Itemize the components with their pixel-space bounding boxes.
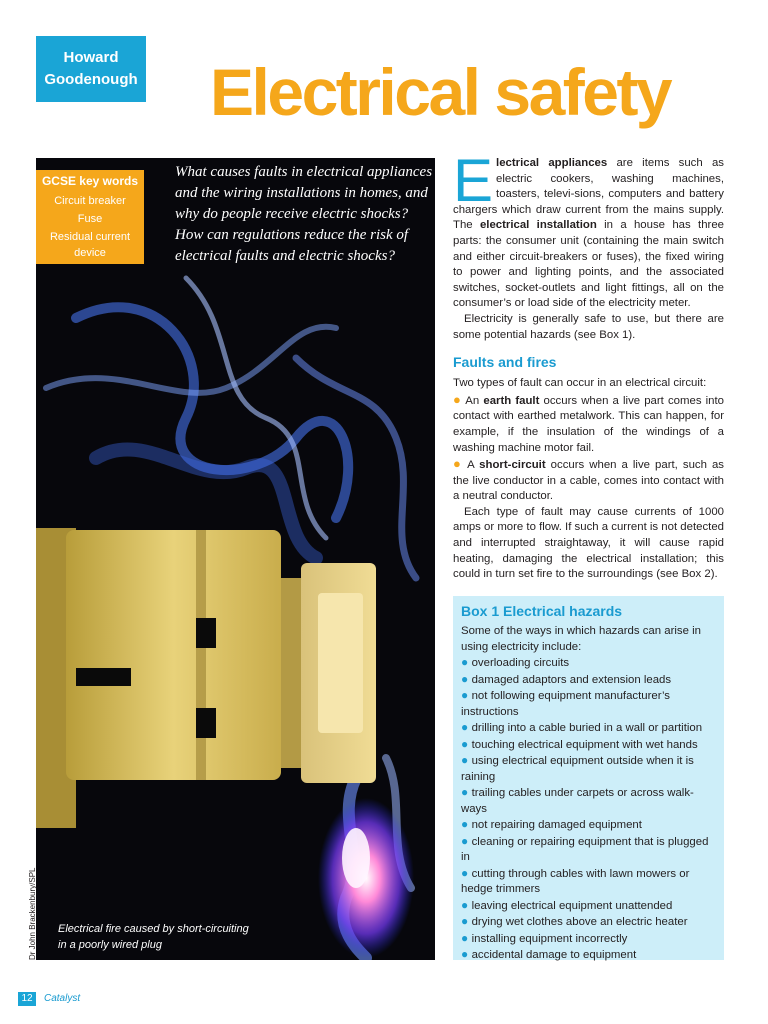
bullet-icon: ● [461, 720, 472, 734]
keywords-heading: GCSE key words [41, 174, 139, 188]
photo-illustration [36, 158, 435, 960]
caption-line: Electrical fire caused by short-circuiting [58, 923, 249, 935]
bold-term: electrical installation [479, 219, 597, 232]
article-paragraph [453, 147, 724, 312]
author-box [36, 36, 146, 102]
text-run: An [461, 394, 484, 407]
hazards-box [453, 596, 724, 960]
text-run: in a house has three parts: the consumer unit (containing the main switch and either circuit-breakers or fuses), the fixed wiring to power and lighting points, and the associated switches, socket-outlets and light fittings, all on the consumer’s or load side of the electricity meter. [453, 219, 724, 310]
hazard-item [461, 817, 716, 834]
article-column [453, 147, 725, 583]
hazard-item [461, 737, 716, 754]
hazard-text: drilling into a cable buried in a wall or partition [471, 722, 703, 734]
hazard-text: trailing cables under carpets or across walk-ways [461, 787, 694, 815]
hazard-text: leaving electrical equipment unattended [471, 899, 673, 912]
caption-line: in a poorly wired plug [58, 939, 162, 951]
bold-term: earth fault [483, 394, 540, 407]
box-intro: Some of the ways in which hazards can arise in using electricity include: [461, 625, 701, 653]
bullet-icon: ● [453, 391, 462, 407]
hazard-text: overloading circuits [471, 657, 570, 669]
keyword-item: Residual current device [49, 231, 131, 259]
photo-caption [58, 921, 288, 953]
box-title: Box 1 Electrical hazards [461, 603, 623, 619]
keyword-item: Circuit breaker [54, 195, 126, 207]
hazard-item [461, 672, 716, 689]
bullet-icon: ● [461, 671, 472, 686]
hazard-item [461, 753, 716, 785]
intro-text: What causes faults in electrical appliances and the wiring installations in homes, and why do people receive electric shocks? How can regulations reduce the risk of electrical faults and electric shocks? [175, 164, 433, 264]
bullet-paragraph [453, 456, 724, 505]
hazard-item [461, 785, 716, 817]
hazard-item [461, 834, 716, 866]
bullet-icon: ● [461, 817, 472, 831]
photo-credit: Dr John Brackenbury/SPL [28, 867, 37, 960]
text-run: occurs when a live part comes into contact with earthed metalwork. This can happen, for example, if the insulation of the windings of a washing machine motor fail. [453, 394, 725, 454]
bullet-icon: ● [461, 753, 472, 767]
hazard-text: cutting through cables with lawn mowers or hedge trimmers [461, 867, 690, 895]
hazard-item [461, 931, 716, 948]
page-number: 12 [18, 992, 36, 1006]
bullet-icon: ● [453, 456, 463, 472]
fire-core [342, 828, 370, 888]
hazard-item [461, 914, 716, 931]
hazard-text: damaged adaptors and extension leads [471, 673, 672, 686]
hazard-text: touching electrical equipment with wet hands [471, 738, 698, 751]
hazard-item [461, 898, 716, 915]
author-last-name: Goodenough [44, 71, 138, 88]
hazard-item [461, 720, 716, 737]
bullet-icon: ● [461, 947, 472, 961]
hazard-item [461, 866, 716, 898]
publication-name: Catalyst [44, 993, 81, 1004]
bullet-icon: ● [461, 930, 472, 945]
article-paragraph: Electricity is generally safe to use, but there are some potential hazards (see Box 1). [453, 312, 724, 341]
hazard-text: using electrical equipment outside when it is raining [461, 755, 694, 783]
hazard-item [461, 947, 716, 964]
bullet-icon: ● [461, 865, 472, 880]
bullet-icon: ● [461, 897, 472, 912]
bold-term: short-circuit [479, 459, 546, 472]
plug-body [36, 528, 376, 828]
hazard-text: not following equipment manufacturer’s instructions [461, 690, 670, 718]
bold-term: lectrical appliances [496, 157, 608, 169]
photo-electrical-fire [36, 158, 435, 960]
author-first-name: Howard [63, 49, 119, 66]
hazard-text: cleaning or repairing equipment that is plugged in [461, 835, 709, 863]
bullet-icon: ● [461, 914, 472, 928]
hazard-text: installing equipment incorrectly [471, 932, 628, 945]
hazard-item [461, 688, 716, 720]
text-run: A [462, 459, 480, 472]
hazard-list [461, 655, 716, 964]
keyword-item: Fuse [77, 213, 103, 225]
text-run: are items such as electric cookers, washing machines, toasters, televi-sions, computers and battery chargers which draw current from the mains supply. The [453, 157, 724, 232]
hazard-text: not repairing damaged equipment [471, 819, 642, 831]
section-heading: Faults and fires [453, 354, 557, 371]
bullet-icon: ● [461, 736, 472, 751]
bullet-icon: ● [461, 655, 472, 669]
hazard-text: accidental damage to equipment [471, 949, 637, 961]
bullet-icon: ● [461, 833, 472, 848]
text-run: occurs when a live part, such as the live conductor in a cable, comes into contact with a neutral conductor. [453, 459, 725, 503]
drop-cap: E [453, 147, 494, 214]
article-paragraph: Two types of fault can occur in an electrical circuit: [453, 377, 707, 390]
hazard-text: drying wet clothes above an electric heater [471, 916, 688, 928]
bullet-icon: ● [461, 688, 472, 702]
article-paragraph: Each type of fault may cause currents of 1000 amps or more to flow. If such a current is not detected and interrupted straightaway, it will cause rapid heating, damaging the electrical installation; this could in turn set fire to the surroundings (see Box 2). [453, 505, 724, 581]
bullet-paragraph [453, 392, 724, 456]
bullet-icon: ● [461, 785, 472, 799]
hazard-item [461, 655, 716, 672]
keywords-box [36, 170, 144, 264]
page-title: Electrical safety [210, 55, 671, 129]
